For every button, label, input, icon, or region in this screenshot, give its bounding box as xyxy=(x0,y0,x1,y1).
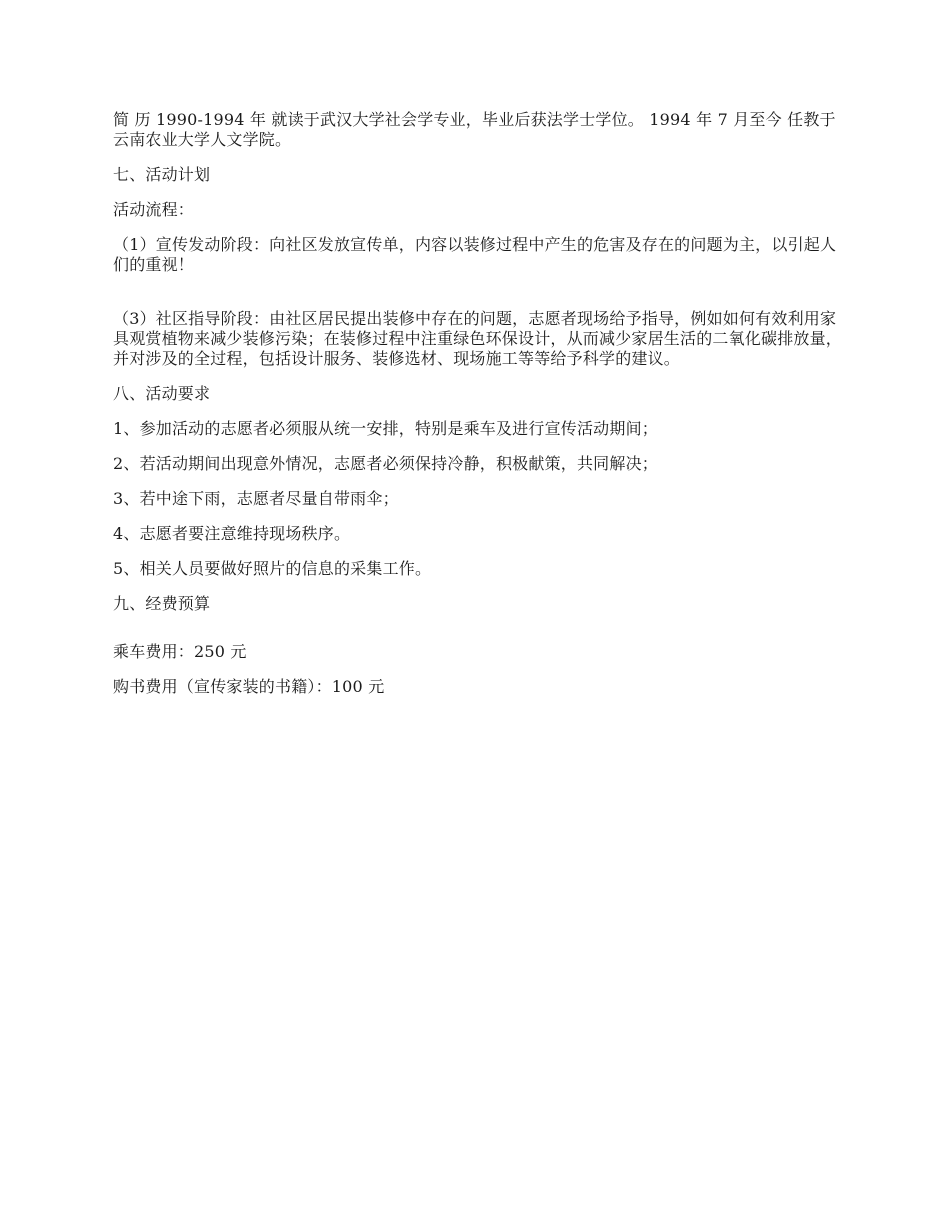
requirement-item: 4、志愿者要注意维持现场秩序。 xyxy=(113,524,351,543)
budget-item-books: 购书费用（宣传家装的书籍）：100 元 xyxy=(113,677,385,696)
document-page xyxy=(113,110,843,712)
flow-step-3: （3）社区指导阶段：由社区居民提出装修中存在的问题，志愿者现场给予指导，例如如何有效利用家具观赏植物来减少装修污染；在装修过程中注重绿色环保设计，从而减少家居生活的二氧化碳排放量，并对涉及的全过程，包括设计服务、装修选材、现场施工等等给予科学的建议。 xyxy=(113,309,843,368)
resume-paragraph: 简 历 1990-1994 年 就读于武汉大学社会学专业，毕业后获法学士学位。 1994 年 7 月至今 任教于云南农业大学人文学院。 xyxy=(113,110,836,149)
requirement-item: 2、若活动期间出现意外情况，志愿者必须保持冷静，积极献策，共同解决； xyxy=(113,454,658,473)
section-heading-activity-plan: 七、活动计划 xyxy=(113,165,211,184)
activity-flow-label: 活动流程： xyxy=(113,200,195,219)
requirement-item: 3、若中途下雨，志愿者尽量自带雨伞； xyxy=(113,489,399,508)
budget-item-transport: 乘车费用：250 元 xyxy=(113,642,247,661)
requirement-item: 5、相关人员要做好照片的信息的采集工作。 xyxy=(113,559,432,578)
requirement-item: 1、参加活动的志愿者必须服从统一安排，特别是乘车及进行宣传活动期间； xyxy=(113,419,658,438)
section-heading-budget: 九、经费预算 xyxy=(113,594,211,613)
flow-step-1: （1）宣传发动阶段：向社区发放宣传单，内容以装修过程中产生的危害及存在的问题为主，以引起人们的重视！ xyxy=(113,235,837,274)
section-heading-requirements: 八、活动要求 xyxy=(113,384,211,403)
